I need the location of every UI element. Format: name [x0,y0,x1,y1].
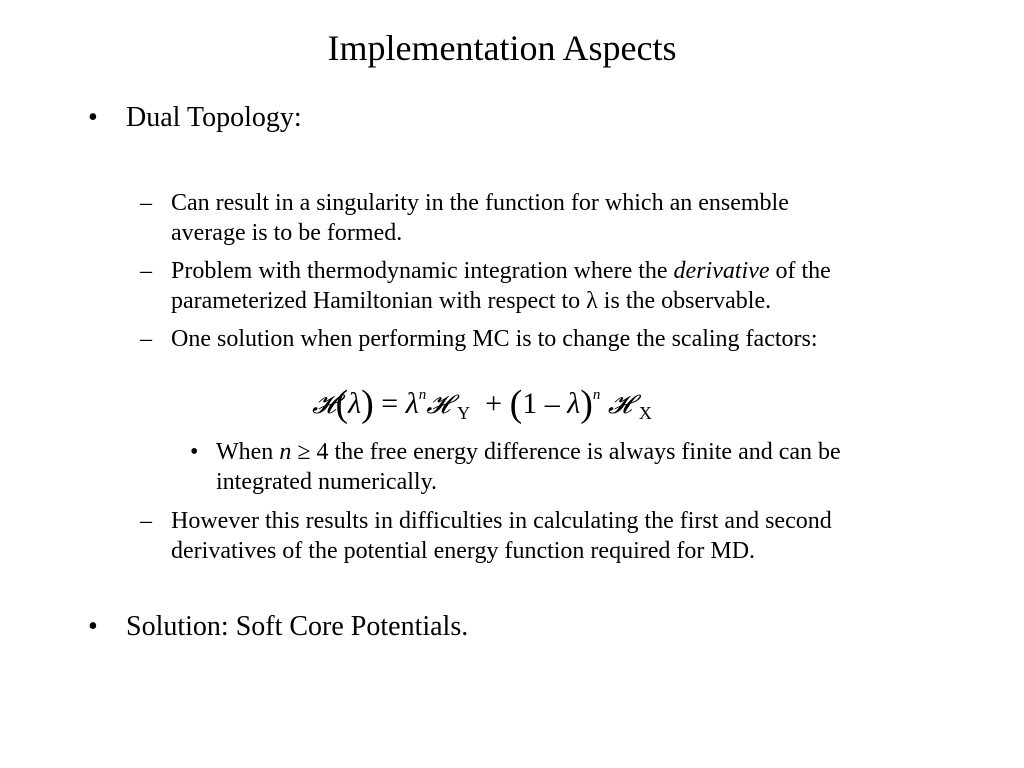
exponent-n: n [418,387,427,403]
lambda-symbol: λ [405,387,419,420]
lambda-symbol: λ [348,387,362,420]
text-line: One solution when performing MC is to change the scaling factors: [171,326,818,352]
text-run: ≥ 4 the free energy difference is always finite and can be [291,439,841,465]
text-line: derivatives of the potential energy function required for MD. [171,538,756,564]
bullet-mark: • [88,102,98,133]
bullet-mark: • [88,611,98,642]
text-run: When [216,439,280,465]
left-paren: ( [335,383,349,425]
hamiltonian-symbol: 𝓗 [426,390,450,420]
dash-mark: – [140,190,152,216]
plus-sign: + [485,387,503,420]
right-paren: ) [580,383,593,425]
dash-mark: – [140,508,152,534]
subscript-y: Y [457,403,471,423]
text-line: Can result in a singularity in the function for which an ensemble [171,190,789,216]
sub-sub-item-text [216,437,976,497]
text-line [171,256,971,286]
number-one: 1 [522,387,538,420]
bullet-text: Solution: Soft Core Potentials. [126,611,469,642]
text-line [216,437,976,467]
text-line: However this results in difficulties in calculating the first and second [171,508,832,534]
scaling-equation [312,375,652,425]
hamiltonian-symbol: 𝓗 [607,390,632,420]
italic-derivative: derivative [673,258,770,284]
sub-item-text [171,188,971,248]
dash-mark: – [140,326,152,352]
text-run: of the [769,258,831,284]
sub-item-text [171,256,971,316]
subscript-x: X [638,403,652,423]
hamiltonian-symbol: 𝓗 [312,390,336,420]
sub-item-text [171,324,971,354]
bullet-text: Dual Topology: [126,102,302,133]
text-line: parameterized Hamiltonian with respect to λ is the observable. [171,288,772,314]
slide-title: Implementation Aspects [327,28,677,68]
left-paren: ( [509,383,523,425]
bullet-mark: • [190,439,199,465]
exponent-n: n [592,387,601,403]
text-line: average is to be formed. [171,220,403,246]
text-line: integrated numerically. [216,469,438,495]
dash-mark: – [140,258,152,284]
italic-n: n [279,439,292,465]
right-paren: ) [361,383,374,425]
equals-sign: = [381,387,399,420]
minus-sign: – [544,387,560,420]
lambda-symbol: λ [567,387,581,420]
text-run: Problem with thermodynamic integration where the [171,258,674,284]
sub-item-text [171,506,971,566]
